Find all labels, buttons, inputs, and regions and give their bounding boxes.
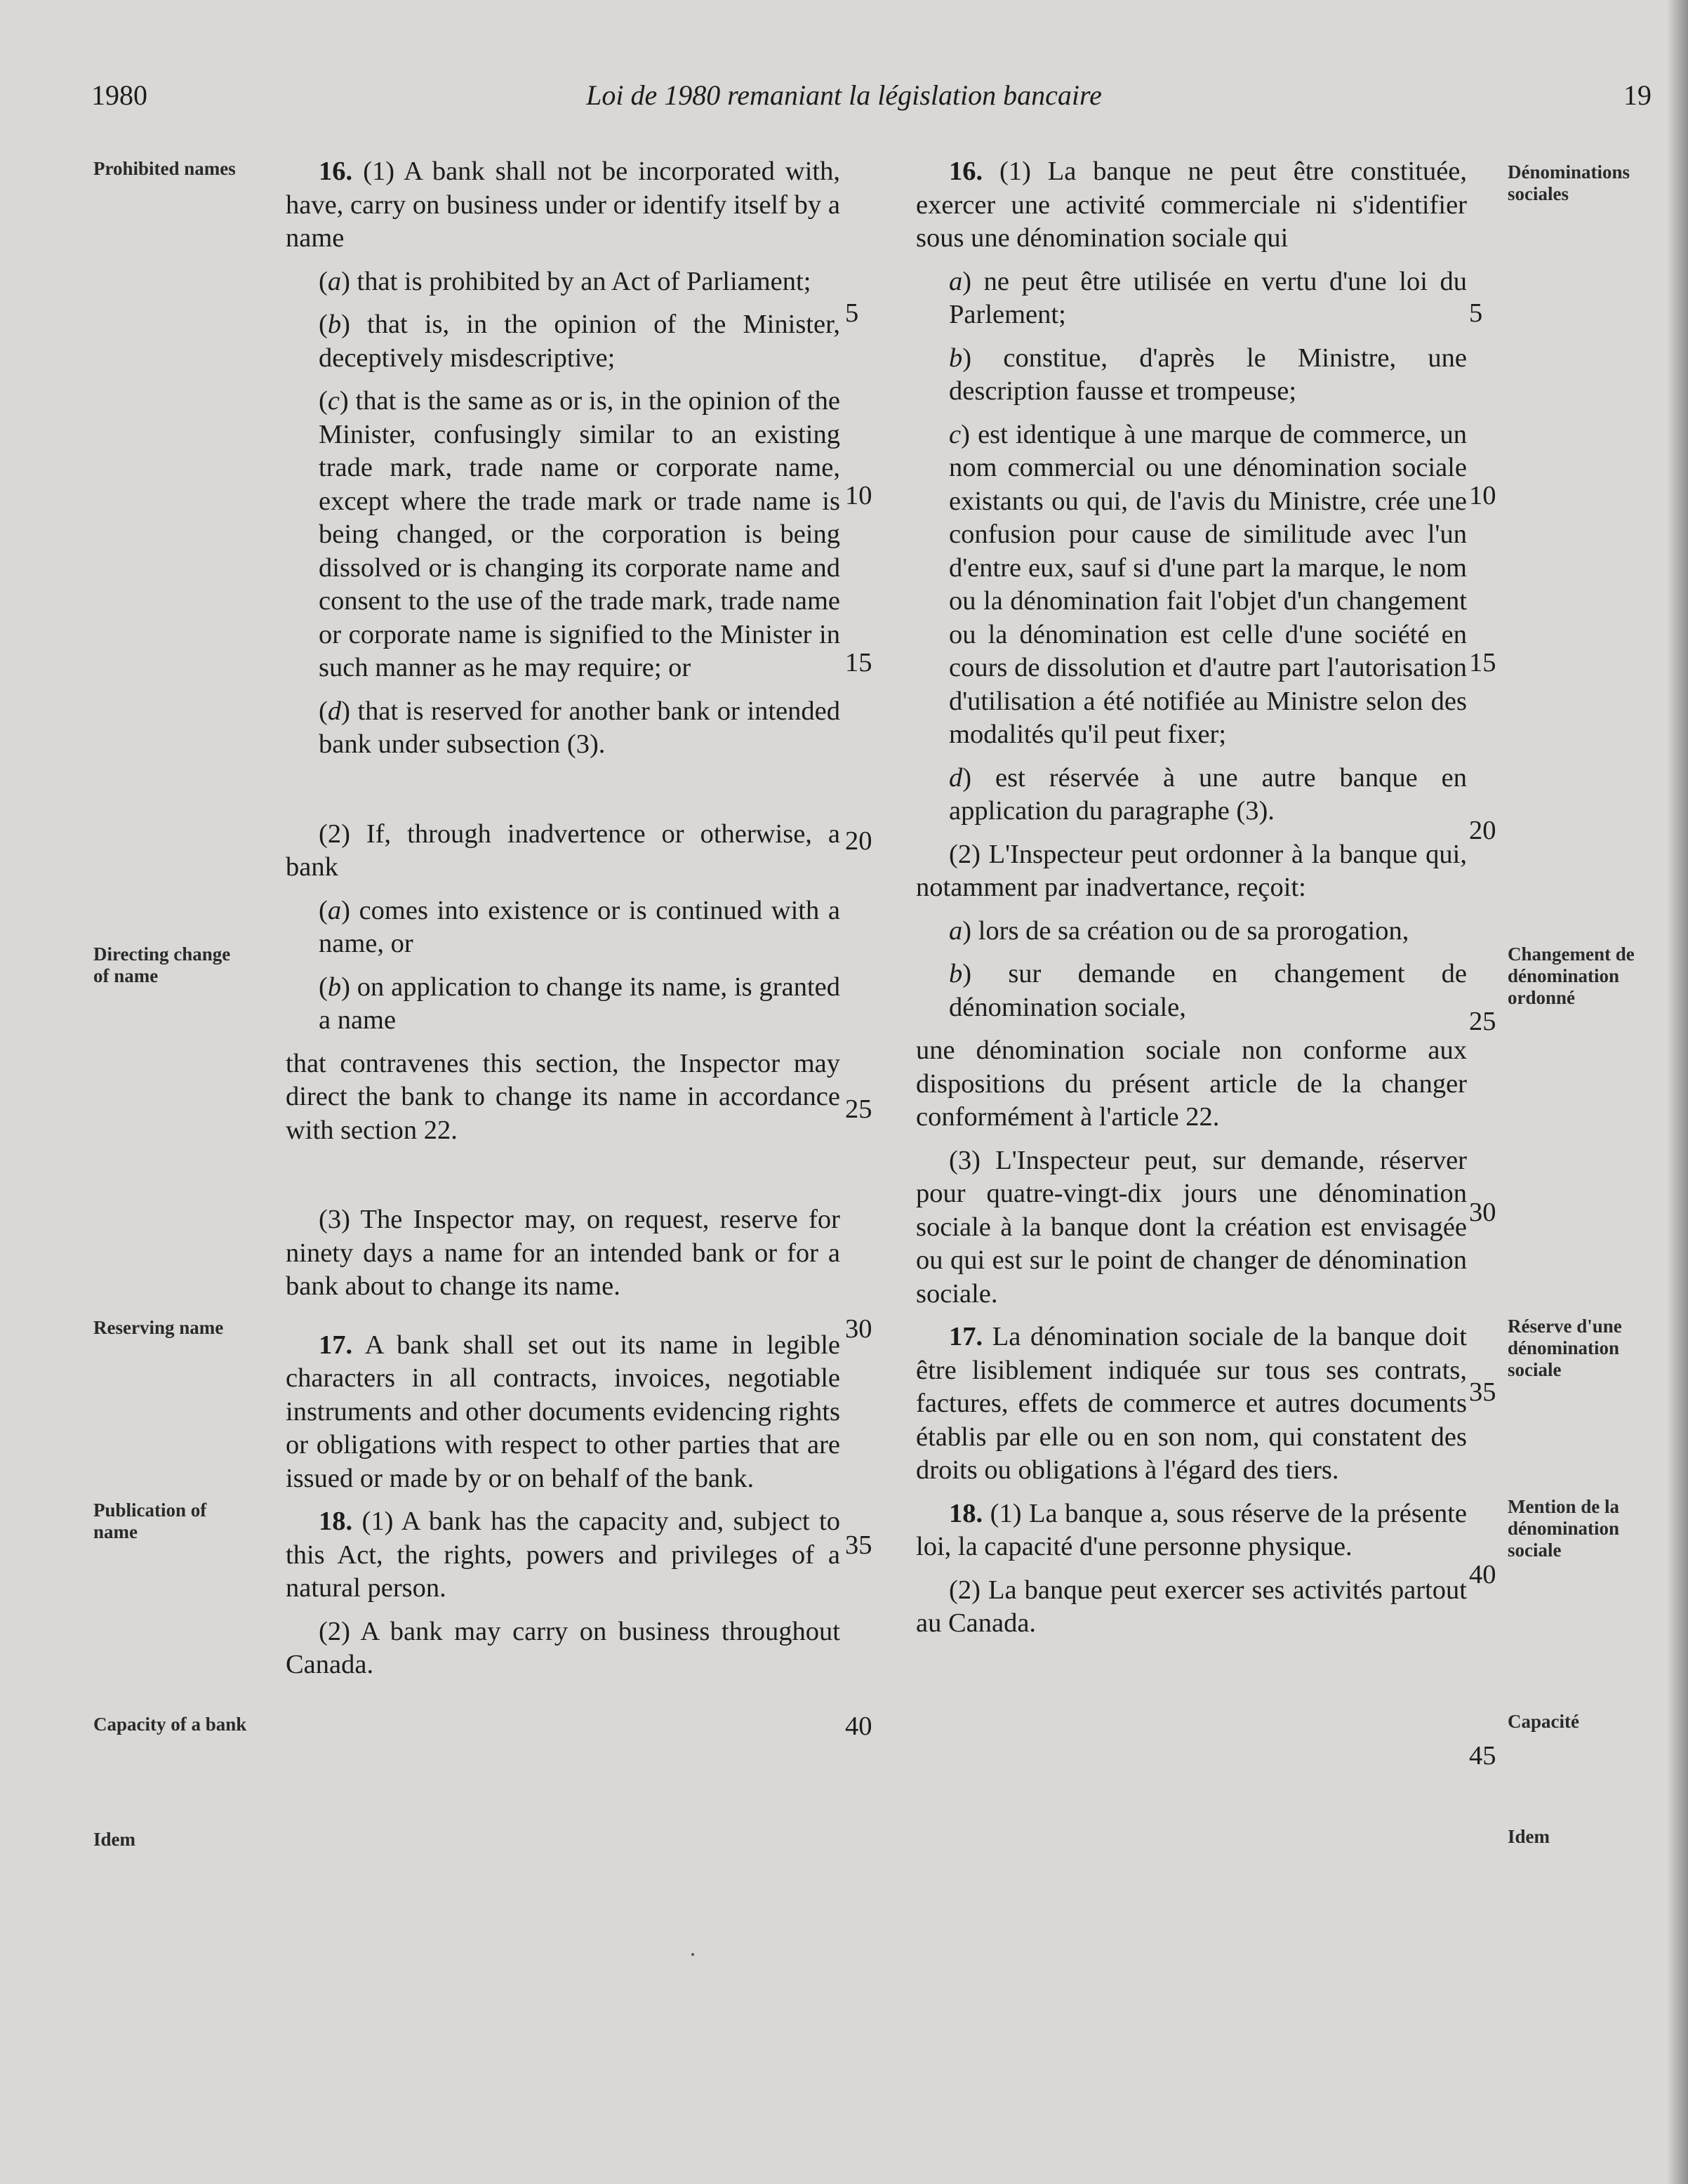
en-section-18-2: (2) A bank may carry on business throughout Canada. <box>286 1616 840 1679</box>
margin-note-capacity: Capacity of a bank <box>93 1714 247 1735</box>
fr-section-16-1: 16. (1) La banque ne peut être constituée, exercer une activité commerciale ni s'identifier sous une dénomination sociale qui <box>916 157 1467 253</box>
header-year: 1980 <box>91 79 147 111</box>
margin-note-capacite: Capacité <box>1508 1711 1579 1732</box>
fr-para-d: d) est réservée à une autre banque en application du paragraphe (3). <box>949 762 1467 826</box>
margin-note-publication: Publication of name <box>93 1500 207 1542</box>
english-column <box>286 155 840 1692</box>
fr-line-number: 10 <box>1469 481 1496 510</box>
french-column <box>916 155 1467 1650</box>
fr-line-number: 15 <box>1469 648 1496 677</box>
en-line-number: 15 <box>845 648 872 677</box>
en-line-number: 40 <box>845 1712 872 1741</box>
en-para-2a: (a) comes into existence or is continued with a name, or <box>319 895 840 958</box>
en-section-16-3: (3) The Inspector may, on request, reserve for ninety days a name for an intended bank or for a bank about to change its name. <box>286 1205 840 1301</box>
en-line-number: 35 <box>845 1530 872 1560</box>
fr-section-16-3: (3) L'Inspecteur peut, sur demande, réserver pour quatre-vingt-dix jours une dénomination sociale à la banque dont la création est envisagée ou qui est sur le point de changer de dénomination sociale. <box>916 1145 1467 1309</box>
fr-para-a: a) ne peut être utilisée en vertu d'une loi du Parlement; <box>949 266 1467 329</box>
fr-para-c: c) est identique à une marque de commerce, un nom commercial ou une dénomination sociale existants ou qui, de l'avis du Ministre, crée une confusion pour cause de similitude avec l'un d'entre eux, sauf si d'une part la marque, le nom ou la dénomination fait l'objet d'un changement ou la dénomination est celle d'une société en cours de dissolution et d'autre part l'autorisation d'utilisation a été notifiée au Ministre selon des modalités qu'il peut fixer; <box>949 419 1467 749</box>
fr-line-number: 45 <box>1469 1741 1496 1771</box>
fr-para-2a: a) lors de sa création ou de sa prorogation, <box>949 915 1409 946</box>
en-section-16-2: (2) If, through inadvertence or otherwise, a bank <box>286 819 840 882</box>
fr-line-number: 35 <box>1469 1377 1496 1407</box>
en-para-a: (a) that is prohibited by an Act of Parliament; <box>319 266 811 296</box>
en-line-number: 25 <box>845 1094 872 1124</box>
en-line-number: 5 <box>845 298 859 328</box>
en-para-b: (b) that is, in the opinion of the Minister, deceptively misdescriptive; <box>319 310 840 373</box>
page-edge-shadow <box>1667 0 1688 2184</box>
margin-note-prohibited-names: Prohibited names <box>93 158 236 179</box>
en-para-c: (c) that is the same as or is, in the opinion of the Minister, confusingly similar to an existing trade mark, trade name or corporate name, except where the trade mark or trade name is being changed, or the corporation is being dissolved or is changing its corporate name and consent to the use of the trade mark, trade name or corporate name is signified to the Minister in such manner as he may require; or <box>319 386 840 682</box>
fr-section-16-2-end: une dénomination sociale non conforme aux dispositions du présent article de la changer conformément à l'article 22. <box>916 1035 1467 1132</box>
margin-note-reserving-name: Reserving name <box>93 1317 224 1338</box>
margin-note-mention: Mention de la dénomination sociale <box>1508 1496 1620 1561</box>
en-line-number: 30 <box>845 1314 872 1344</box>
fr-line-number: 40 <box>1469 1560 1496 1589</box>
fr-section-17: 17. La dénomination sociale de la banque doit être lisiblement indiquée sur tous ses contrats, factures, effets de commerce et autres documents établis par elle ou en son nom, qui constatent des droits ou obligations à l'égard des tiers. <box>916 1322 1467 1485</box>
en-para-d: (d) that is reserved for another bank or intended bank under subsection (3). <box>319 696 840 759</box>
fr-line-number: 25 <box>1469 1007 1496 1036</box>
fr-line-number: 5 <box>1469 298 1483 328</box>
fr-para-b: b) constitue, d'après le Ministre, une description fausse et trompeuse; <box>949 343 1467 406</box>
fr-section-16-2: (2) L'Inspecteur peut ordonner à la banque qui, notamment par inadvertance, reçoit: <box>916 839 1467 902</box>
fr-line-number: 30 <box>1469 1198 1496 1227</box>
fr-para-2b: b) sur demande en changement de dénomination sociale, <box>949 959 1467 1022</box>
fr-section-18-1: 18. (1) La banque a, sous réserve de la présente loi, la capacité d'une personne physique. <box>916 1498 1467 1561</box>
margin-note-directing-change: Directing change of name <box>93 944 231 986</box>
margin-note-changement: Changement de dénomination ordonné <box>1508 944 1635 1008</box>
en-section-number: 16. <box>319 157 353 186</box>
page-number: 19 <box>1623 79 1652 111</box>
margin-note-idem-fr: Idem <box>1508 1826 1550 1847</box>
margin-note-idem: Idem <box>93 1829 135 1850</box>
en-para-2b: (b) on application to change its name, is granted a name <box>319 972 840 1035</box>
en-line-number: 20 <box>845 826 872 856</box>
header-title: Loi de 1980 remaniant la législation bancaire <box>586 79 1102 111</box>
en-section-16-1: 16. (1) A bank shall not be incorporated with, have, carry on business under or identify itself by a name <box>286 157 840 253</box>
en-section-18-1: 18. (1) A bank has the capacity and, subject to this Act, the rights, powers and privileges of a natural person. <box>286 1507 840 1603</box>
print-speck <box>691 1953 694 1956</box>
fr-line-number: 20 <box>1469 816 1496 845</box>
margin-note-denominations: Dénominations sociales <box>1508 161 1630 204</box>
en-section-16-2-end: that contravenes this section, the Inspector may direct the bank to change its name in accordance with section 22. <box>286 1048 840 1145</box>
en-section-17: 17. A bank shall set out its name in legible characters in all contracts, invoices, negotiable instruments and other documents evidencing rights or obligations with respect to other parties that are issued or made by or on behalf of the bank. <box>286 1330 840 1493</box>
fr-section-18-2: (2) La banque peut exercer ses activités partout au Canada. <box>916 1575 1467 1638</box>
margin-note-reserve: Réserve d'une dénomination sociale <box>1508 1316 1622 1380</box>
en-line-number: 10 <box>845 481 872 510</box>
